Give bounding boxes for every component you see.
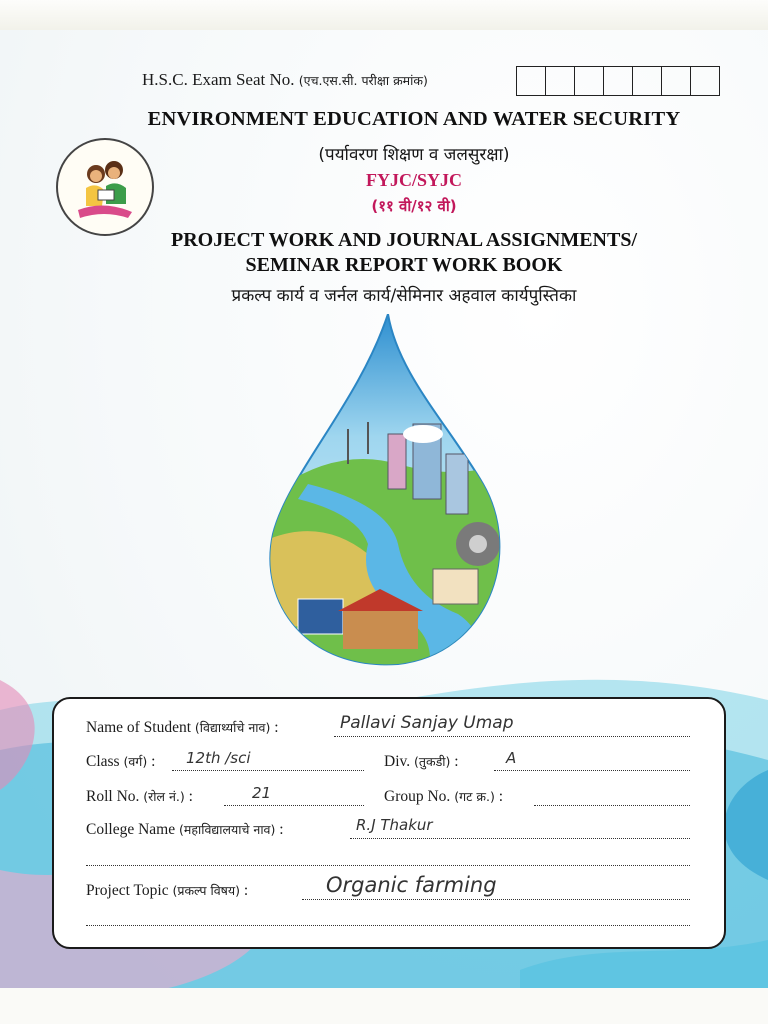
name-label-mr: (विद्यार्थ्याचे नाव) [194,720,271,735]
name-label [86,719,279,737]
seat-digit-box[interactable] [604,67,633,95]
div-label [384,753,459,771]
group-label [384,788,503,806]
subtitle-line-2: SEMINAR REPORT WORK BOOK [245,254,563,276]
college-value[interactable]: R.J Thakur [356,816,433,834]
seat-digit-box[interactable] [517,67,546,95]
topic-label [86,882,248,900]
colon: : [498,788,504,805]
title-main: ENVIRONMENT EDUCATION AND WATER SECURITY [147,108,681,130]
seat-digit-box[interactable] [575,67,604,95]
div-line [494,770,690,771]
topic-value[interactable]: Organic farming [326,873,497,897]
college-line-2 [86,865,690,866]
seat-digit-box[interactable] [633,67,662,95]
div-value[interactable]: A [506,749,517,767]
class-level-marathi: (११ वी/१२ वी) [371,197,457,215]
student-details-form [52,697,726,949]
page-top-edge [0,0,768,30]
subtitle [0,228,768,278]
colon: : [243,882,249,899]
class-value[interactable]: 12th /sci [186,749,251,767]
class-label-en: Class [86,753,120,770]
topic-line-2 [86,925,690,926]
seat-number-boxes[interactable] [516,66,720,96]
group-line [534,805,690,806]
roll-label-mr: (रोल नं.) [143,789,185,804]
title-main-marathi: (पर्यावरण शिक्षण व जलसुरक्षा) [318,145,510,165]
colon: : [151,753,156,770]
seat-digit-box[interactable] [662,67,691,95]
seat-label-mr: (एच.एस.सी. परीक्षा क्रमांक) [298,73,428,88]
name-value[interactable]: Pallavi Sanjay Umap [340,713,514,733]
div-label-en: Div. [384,753,411,770]
roll-line [224,805,364,806]
water-drop-illustration [248,314,538,674]
colon: : [274,719,279,736]
colon: : [454,753,459,770]
class-label [86,753,155,771]
colon: : [279,821,284,838]
roll-label [86,788,193,806]
roll-label-en: Roll No. [86,788,140,805]
subtitle-line-1: PROJECT WORK AND JOURNAL ASSIGNMENTS/ [170,229,637,251]
roll-value[interactable]: 21 [252,784,272,802]
name-line [334,736,690,737]
div-label-mr: (तुकडी) [414,754,451,769]
topic-label-mr: (प्रकल्प विषय) [172,883,241,898]
class-line [172,770,364,771]
topic-line-1 [302,899,690,900]
college-label-en: College Name [86,821,176,838]
topic-label-en: Project Topic [86,882,169,899]
group-label-en: Group No. [384,788,451,805]
name-label-en: Name of Student [86,719,192,736]
college-label-mr: (महाविद्यालयाचे नाव) [178,822,276,837]
seat-number-label [142,70,428,90]
subtitle-marathi: प्रकल्प कार्य व जर्नल कार्य/सेमिनार अहवाल कार्यपुस्तिका [231,286,577,306]
seat-digit-box[interactable] [691,67,719,95]
group-label-mr: (गट क्र.) [454,789,495,804]
seat-digit-box[interactable] [546,67,575,95]
seat-label-en: H.S.C. Exam Seat No. [142,70,295,89]
page-bottom-edge [0,988,768,1024]
colon: : [188,788,193,805]
college-label [86,821,284,839]
class-label-mr: (वर्ग) [123,754,148,769]
class-level: FYJC/SYJC [365,170,462,190]
college-line-1 [350,838,690,839]
